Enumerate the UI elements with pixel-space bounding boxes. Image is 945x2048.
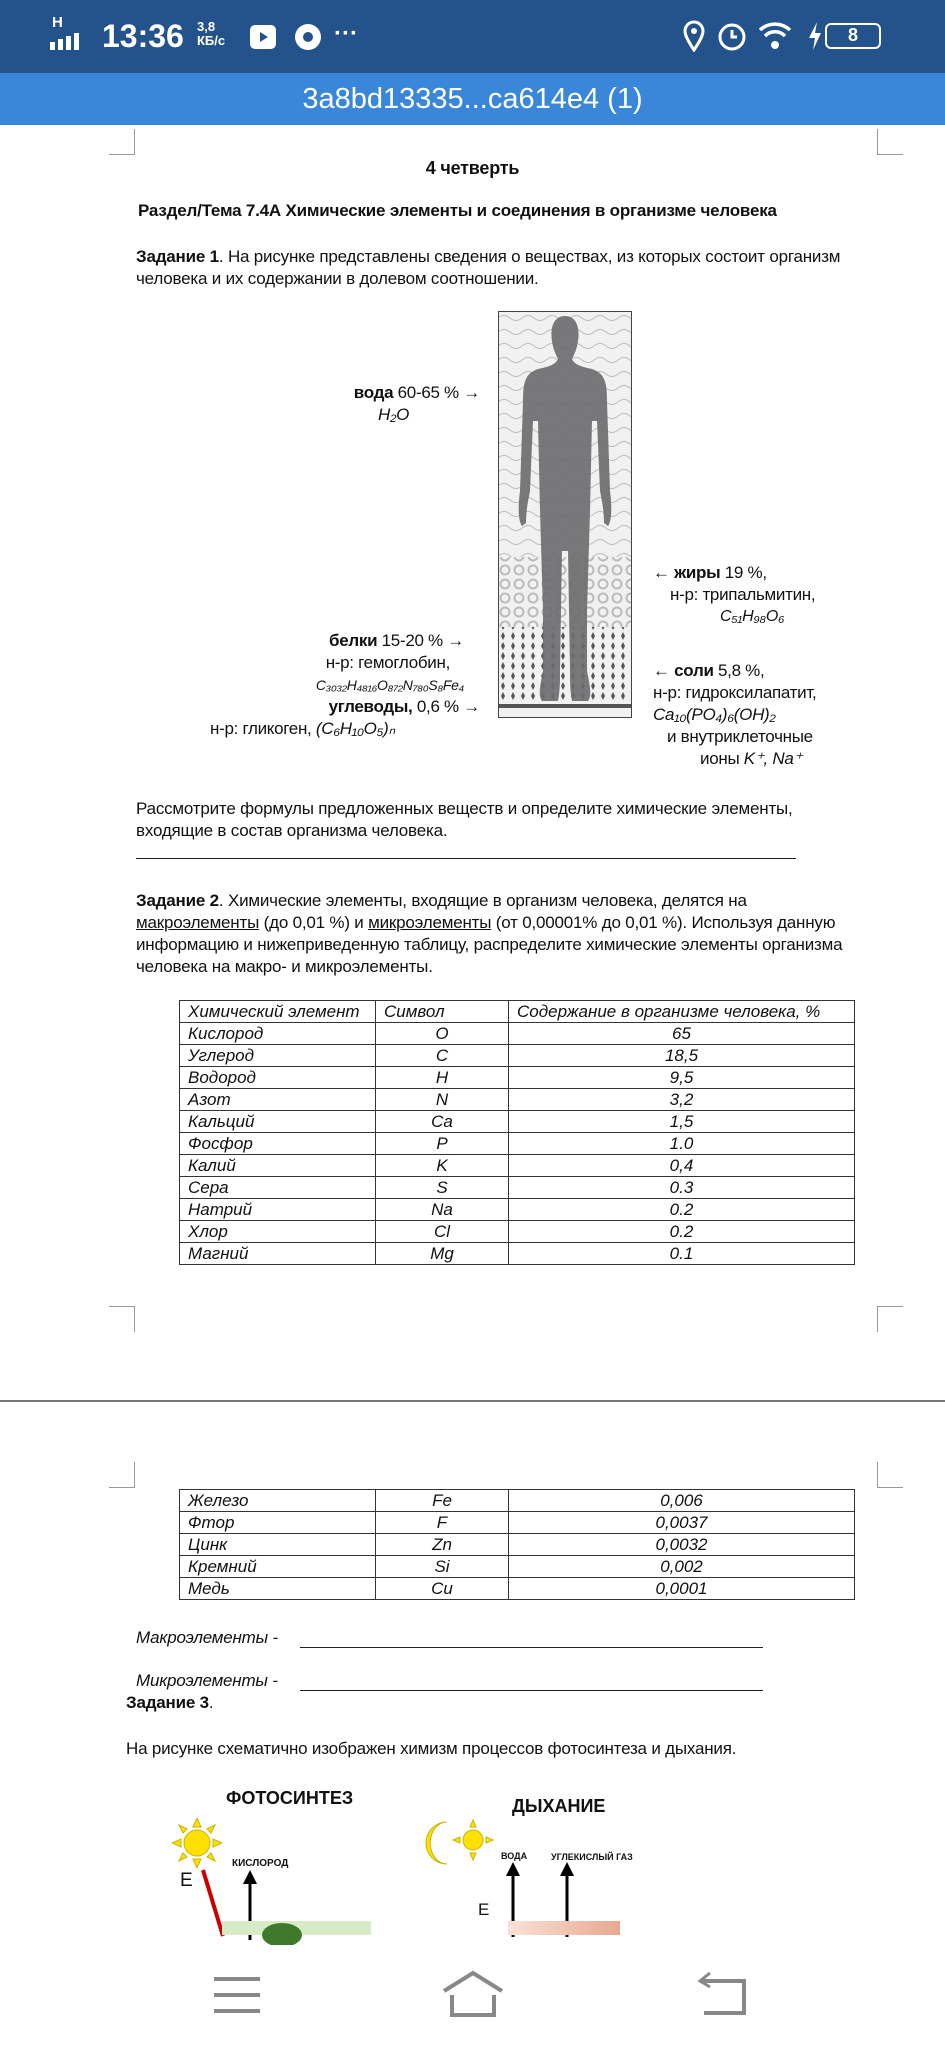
element-name: Сера — [180, 1177, 376, 1199]
page-corner-mark — [109, 1462, 135, 1488]
task2-text — [136, 890, 856, 978]
table-row — [180, 1133, 855, 1155]
salts-label — [653, 660, 764, 682]
element-content: 0,006 — [509, 1490, 855, 1512]
table-row — [180, 1243, 855, 1265]
wifi-icon — [758, 20, 792, 50]
element-name: Цинк — [180, 1534, 376, 1556]
human-body-composition-figure — [498, 311, 632, 718]
co2-output-label: УГЛЕКИСЛЫЙ ГАЗ — [551, 1852, 633, 1862]
page-corner-mark — [109, 129, 135, 155]
micro-answer-label: Микроэлементы - — [136, 1671, 278, 1690]
carbs-name: углеводы, — [328, 697, 413, 716]
header-symbol: Символ — [376, 1001, 509, 1023]
element-name: Железо — [180, 1490, 376, 1512]
fats-label — [653, 562, 767, 584]
element-symbol: N — [376, 1089, 509, 1111]
carbs-example — [210, 718, 395, 740]
element-name: Водород — [180, 1067, 376, 1089]
macro-term: макроэлементы — [136, 913, 260, 932]
task1-label: Задание 1 — [136, 247, 219, 266]
element-symbol: K — [376, 1155, 509, 1177]
element-symbol: P — [376, 1133, 509, 1155]
proteins-percent: 15-20 % → — [377, 631, 464, 650]
element-symbol: Zn — [376, 1534, 509, 1556]
alarm-icon — [716, 20, 748, 52]
element-symbol: Cu — [376, 1578, 509, 1600]
element-name: Медь — [180, 1578, 376, 1600]
element-content: 0,002 — [509, 1556, 855, 1578]
table-row — [180, 1067, 855, 1089]
chrome-icon — [294, 23, 322, 51]
task2-part: (от 0,00001% до 0,01 %). Используя данную информацию и нижеприведенную таблицу, распределите химические элементы организма человека на макро- и микроэлементы. — [136, 913, 843, 976]
page-corner-mark — [109, 1306, 135, 1332]
proteins-label — [250, 630, 464, 652]
element-name: Углерод — [180, 1045, 376, 1067]
table-row — [180, 1490, 855, 1512]
table-row — [180, 1534, 855, 1556]
elements-table-continued — [179, 1489, 855, 1600]
network-type: H — [52, 14, 63, 31]
page-corner-mark — [877, 1462, 903, 1488]
speed-value: 3,8 — [197, 19, 216, 34]
table-row — [180, 1578, 855, 1600]
element-symbol: F — [376, 1512, 509, 1534]
navigation-bar — [0, 1945, 945, 2048]
task2-label: Задание 2 — [136, 891, 219, 910]
carbs-percent: 0,6 % → — [412, 697, 480, 716]
salts-extra: и внутриклеточные — [667, 727, 813, 746]
element-content: 0.1 — [509, 1243, 855, 1265]
macro-answer-label: Макроэлементы - — [136, 1628, 278, 1647]
header-element: Химический элемент — [180, 1001, 376, 1023]
ions-label: ионы — [700, 749, 744, 768]
leaf-image — [222, 1921, 371, 1935]
element-name: Натрий — [180, 1199, 376, 1221]
arrow-left-icon: ← — [653, 661, 675, 680]
table-row — [180, 1111, 855, 1133]
salts-name: соли — [674, 661, 714, 680]
water-percent: 60-65 % → — [393, 383, 480, 402]
home-icon[interactable] — [438, 1965, 508, 2025]
element-symbol: Ca — [376, 1111, 509, 1133]
carbs-label — [250, 696, 480, 718]
element-content: 1.0 — [509, 1133, 855, 1155]
battery-icon — [825, 23, 881, 49]
task3-heading — [126, 1692, 213, 1714]
task2-part: (до 0,01 %) и — [259, 913, 369, 932]
table-row — [180, 1089, 855, 1111]
table-row — [180, 1221, 855, 1243]
section-heading: Раздел/Тема 7.4А Химические элементы и соединения в организме человека — [138, 201, 777, 220]
youtube-icon — [250, 25, 276, 49]
elements-table — [179, 1000, 855, 1265]
element-content: 65 — [509, 1023, 855, 1045]
element-name: Фосфор — [180, 1133, 376, 1155]
table-row — [180, 1512, 855, 1534]
element-symbol: Cl — [376, 1221, 509, 1243]
moon-sun-icon — [425, 1818, 495, 1868]
fats-name: жиры — [674, 563, 721, 582]
element-content: 3,2 — [509, 1089, 855, 1111]
element-content: 1,5 — [509, 1111, 855, 1133]
ions-formula: K⁺, Na⁺ — [743, 749, 803, 768]
task1-text — [136, 246, 886, 290]
fats-formula: C₅₁H₉₈O₆ — [720, 608, 785, 625]
element-symbol: Si — [376, 1556, 509, 1578]
element-content: 0,0001 — [509, 1578, 855, 1600]
task3-text: На рисунке схематично изображен химизм процессов фотосинтеза и дыхания. — [126, 1739, 737, 1758]
task3-dot: . — [208, 1693, 214, 1712]
element-symbol: C — [376, 1045, 509, 1067]
element-name: Хлор — [180, 1221, 376, 1243]
more-notifications-icon: ··· — [334, 20, 358, 47]
water-name: вода — [353, 383, 394, 402]
proteins-name: белки — [329, 631, 378, 650]
element-content: 0.2 — [509, 1221, 855, 1243]
document-title: 3a8bd13335...ca614e4 (1) — [0, 73, 945, 125]
task3-label: Задание 3 — [126, 1693, 209, 1712]
speed-unit: КБ/с — [197, 33, 226, 48]
element-symbol: Na — [376, 1199, 509, 1221]
respiration-title: ДЫХАНИЕ — [512, 1796, 606, 1816]
net-speed — [197, 20, 225, 48]
element-name: Кислород — [180, 1023, 376, 1045]
element-name: Кремний — [180, 1556, 376, 1578]
consider-text: Рассмотрите формулы предложенных веществ и определите химические элементы, входящие в состав организма человека. — [136, 799, 793, 840]
oxygen-label: КИСЛОРОД — [232, 1858, 289, 1869]
water-label — [300, 382, 480, 404]
table-header-row — [180, 1001, 855, 1023]
element-content: 9,5 — [509, 1067, 855, 1089]
element-name: Магний — [180, 1243, 376, 1265]
back-icon[interactable] — [690, 1965, 760, 2025]
table-row — [180, 1155, 855, 1177]
element-name: Азот — [180, 1089, 376, 1111]
element-name: Кальций — [180, 1111, 376, 1133]
sun-icon — [172, 1818, 222, 1868]
page-corner-mark — [877, 1306, 903, 1332]
salts-percent: 5,8 %, — [713, 661, 765, 680]
answer-line[interactable] — [136, 858, 796, 859]
table-row — [180, 1023, 855, 1045]
table-row — [180, 1045, 855, 1067]
element-symbol: H — [376, 1067, 509, 1089]
water-output-label: ВОДА — [501, 1851, 528, 1861]
location-icon — [683, 20, 705, 52]
arrow-left-icon: ← — [653, 563, 675, 582]
resp-energy-label: E — [478, 1900, 490, 1919]
charging-icon — [808, 22, 822, 50]
macro-answer-line[interactable] — [300, 1647, 763, 1648]
element-name: Калий — [180, 1155, 376, 1177]
element-content: 18,5 — [509, 1045, 855, 1067]
element-symbol: Mg — [376, 1243, 509, 1265]
proteins-example: н-р: гемоглобин, — [325, 653, 450, 672]
cell-image — [508, 1921, 620, 1935]
element-symbol: O — [376, 1023, 509, 1045]
element-content: 0.3 — [509, 1177, 855, 1199]
page-separator — [0, 1400, 945, 1402]
element-content: 0,0037 — [509, 1512, 855, 1534]
salts-example: н-р: гидроксилапатит, — [653, 683, 817, 702]
table-row — [180, 1556, 855, 1578]
table-row — [180, 1177, 855, 1199]
battery-level: 8 — [847, 25, 858, 45]
task2-part: . Химические элементы, входящие в организм человека, делятся на — [218, 891, 747, 910]
micro-answer-line[interactable] — [300, 1690, 763, 1691]
clock: 13:36 — [102, 18, 184, 54]
element-symbol: Fe — [376, 1490, 509, 1512]
status-bar — [0, 0, 945, 73]
element-content: 0.2 — [509, 1199, 855, 1221]
micro-term: микроэлементы — [368, 913, 492, 932]
quarter-heading: 4 четверть — [425, 158, 520, 178]
photosynthesis-title: ФОТОСИНТЕЗ — [226, 1788, 354, 1808]
element-content: 0,0032 — [509, 1534, 855, 1556]
signal-icon — [50, 32, 90, 50]
proteins-formula: C₃₀₃₂H₄₈₁₆O₈₇₂N₇₈₀S₈Fe₄ — [315, 677, 464, 693]
carbs-formula: (C₆H₁₀O₅)ₙ — [315, 719, 395, 738]
page-corner-mark — [877, 129, 903, 155]
water-formula: H₂O — [378, 405, 410, 424]
table-row — [180, 1199, 855, 1221]
carbs-example-text: н-р: гликоген, — [210, 719, 316, 738]
fats-percent: 19 %, — [720, 563, 767, 582]
element-content: 0,4 — [509, 1155, 855, 1177]
header-content: Содержание в организме человека, % — [509, 1001, 855, 1023]
salts-ions — [700, 748, 802, 770]
element-name: Фтор — [180, 1512, 376, 1534]
element-symbol: S — [376, 1177, 509, 1199]
fats-example: н-р: трипальмитин, — [670, 585, 816, 604]
photo-energy-label: E — [180, 1870, 193, 1891]
task1-body: . На рисунке представлены сведения о веществах, из которых состоит организм человека и их содержании в долевом соотношении. — [136, 247, 841, 288]
menu-icon[interactable] — [202, 1965, 272, 2025]
salts-formula: Ca₁₀(PO₄)₆(OH)₂ — [653, 705, 776, 724]
